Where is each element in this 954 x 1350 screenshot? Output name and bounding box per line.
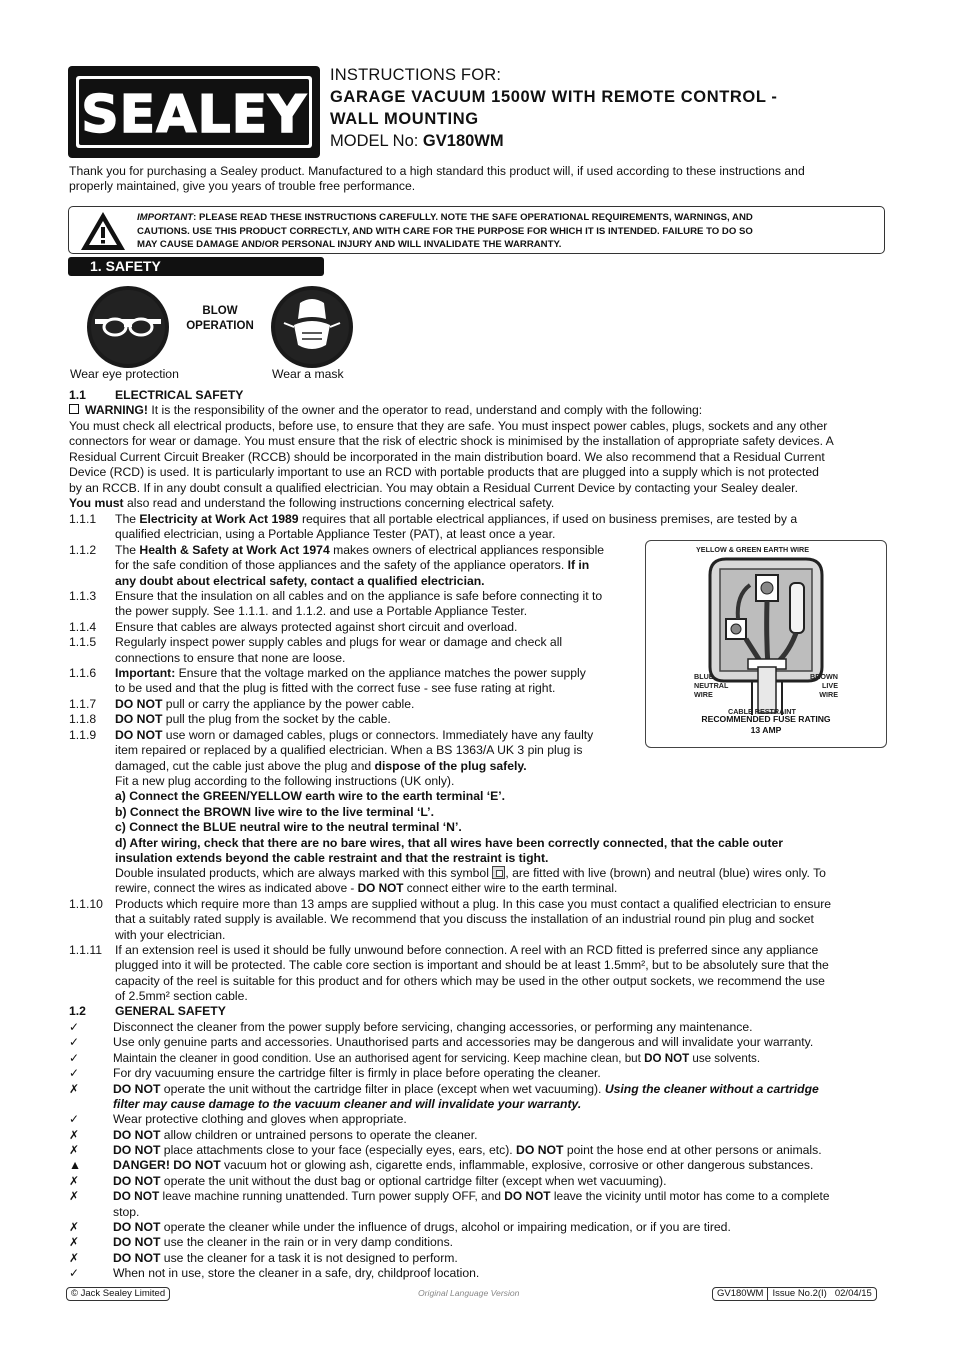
item-text: Important: Ensure that the voltage marked on the appliance matches the power supply bbox=[115, 666, 586, 680]
item-text: Ensure that cables are always protected against short circuit and overload. bbox=[115, 620, 518, 634]
mask-caption: Wear a mask bbox=[272, 367, 344, 381]
safety-item: For dry vacuuming ensure the cartridge filter is firmly in place before operating the cleaner. bbox=[113, 1066, 601, 1080]
footer-copyright: © Jack Sealey Limited bbox=[66, 1287, 170, 1301]
item-text: DO NOT use worn or damaged cables, plugs or connectors. Immediately have any faulty bbox=[115, 728, 594, 742]
item-text: Fit a new plug according to the following instructions (UK only). bbox=[115, 774, 455, 788]
safety-item: Maintain the cleaner in good condition. Use an authorised agent for servicing. Keep machine clean, but DO NOT use solvents. bbox=[113, 1052, 761, 1065]
footer-issue: Issue No.2(I) bbox=[767, 1288, 830, 1300]
safety-item: DO NOT use the cleaner in the rain or in very damp conditions. bbox=[113, 1235, 454, 1249]
check-icon: ✓ bbox=[69, 1266, 80, 1280]
item-text: any doubt about electrical safety, contact a qualified electrician. bbox=[115, 574, 485, 588]
item-number: 1.1.2 bbox=[69, 543, 97, 557]
safety-item: Wear protective clothing and gloves when appropriate. bbox=[113, 1112, 407, 1126]
earth-wire-label: YELLOW & GREEN EARTH WIRE bbox=[696, 545, 810, 554]
svg-text:SEALEY: SEALEY bbox=[81, 85, 307, 145]
item-number: 1.1.5 bbox=[69, 635, 97, 649]
safety-item: Disconnect the cleaner from the power supply before servicing, changing accessories, or performing any maintenance. bbox=[113, 1020, 753, 1034]
cross-icon: ✗ bbox=[69, 1235, 80, 1249]
eye-protection-icon bbox=[86, 285, 170, 369]
item-number: 1.1.7 bbox=[69, 697, 97, 711]
safety-item: filter may cause damage to the vacuum cleaner and will invalidate your warranty. bbox=[113, 1097, 582, 1111]
wiring-step-d: insulation extends beyond the cable restraint and that the restraint is tight. bbox=[115, 851, 549, 865]
item-text: damaged, cut the cable just above the plug and dispose of the plug safely. bbox=[115, 759, 527, 773]
item-text: qualified electrician, using a Portable Appliance Tester (PAT), at least once a year. bbox=[115, 527, 556, 541]
eye-protection-caption: Wear eye protection bbox=[70, 367, 179, 381]
important-notice bbox=[68, 206, 885, 254]
paragraph-line: Device (RCD) is used. It is particularly important to use an RCD with portable products that are plugged into a supply which is not protected bbox=[69, 465, 819, 479]
important-text: IMPORTANT: PLEASE READ THESE INSTRUCTIONS CAREFULLY. NOTE THE SAFE OPERATIONAL REQUIREMENTS, WARNINGS, AND CAUTIONS. USE THIS PRODUCT CORRECTLY, AND WITH CARE FOR THE PURPOSE FOR WHICH IT IS INTENDED. FAILURE TO DO SO MAY CAUSE DAMAGE AND/OR PERSONAL INJURY AND WILL INVALIDATE THE WARRANTY. bbox=[137, 212, 753, 250]
check-icon: ✓ bbox=[69, 1066, 80, 1080]
check-icon: ✓ bbox=[69, 1051, 80, 1065]
warning-triangle-icon bbox=[79, 210, 127, 252]
mask-icon bbox=[270, 285, 354, 369]
check-icon: ✓ bbox=[69, 1035, 80, 1049]
danger-triangle-icon: ▲ bbox=[69, 1158, 82, 1172]
safety-item: Use only genuine parts and accessories. Unauthorised parts and accessories may be dangerous and will invalidate your warranty. bbox=[113, 1035, 814, 1049]
item-text: that a suitably rated supply is available. We recommend that you discuss the installation of an industrial round pin plug and socket bbox=[115, 912, 814, 926]
fuse-rating-label: RECOMMENDED FUSE RATING bbox=[701, 714, 831, 724]
cross-icon: ✗ bbox=[69, 1128, 80, 1142]
item-text: of 2.5mm² section cable. bbox=[115, 989, 248, 1003]
item-text: connections to ensure that none are loose. bbox=[115, 651, 346, 665]
section-heading: GENERAL SAFETY bbox=[115, 1004, 226, 1018]
item-text: plugged into it will be protected. The cable core section is important and should be at least 1.5mm², but to be absolutely sure that the bbox=[115, 958, 829, 972]
item-text: capacity of the reel is suitable for this product and for others which may be used in the other output sockets, we recommend the use bbox=[115, 974, 825, 988]
safety-item: DO NOT operate the unit without the cartridge filter in place (except when wet vacuuming). Using the cleaner without a cartridge bbox=[113, 1082, 819, 1096]
safety-item: DO NOT place attachments close to your face (especially eyes, ears, etc). DO NOT point the hose end at other persons or animals. bbox=[113, 1143, 822, 1157]
cross-icon: ✗ bbox=[69, 1220, 80, 1234]
warning-line: WARNING! It is the responsibility of the owner and the operator to read, understand and comply with the following: bbox=[69, 403, 702, 418]
item-number: 1.1.10 bbox=[69, 897, 103, 911]
instructions-for-label: INSTRUCTIONS FOR: bbox=[330, 66, 502, 84]
item-text: rewire, connect the wires as indicated above - DO NOT connect either wire to the earth terminal. bbox=[115, 881, 618, 895]
item-number: 1.1.11 bbox=[69, 943, 102, 957]
section-number: 1.1 bbox=[69, 388, 86, 402]
item-text: Ensure that the insulation on all cables and on the appliance is safe before connecting it to bbox=[115, 589, 603, 603]
item-text: item repaired or replaced by a qualified electrician. When a BS 1363/A UK 3 pin plug is bbox=[115, 743, 583, 757]
blow-operation-label: BLOW OPERATION bbox=[186, 305, 254, 332]
safety-item: DANGER! DO NOT vacuum hot or glowing ash, cigarette ends, inflammable, explosive, corrosive or other dangerous substances. bbox=[113, 1158, 814, 1172]
item-text: The Health & Safety at Work Act 1974 makes owners of electrical appliances responsible bbox=[115, 543, 605, 557]
wiring-step-d: d) After wiring, check that there are no bare wires, that all wires have been correctly connected, that the cable outer bbox=[115, 836, 784, 850]
model-number: MODEL No: GV180WM bbox=[330, 132, 504, 150]
safety-item: stop. bbox=[113, 1205, 140, 1219]
safety-item: DO NOT use the cleaner for a task it is not designed to perform. bbox=[113, 1251, 458, 1265]
item-number: 1.1.8 bbox=[69, 712, 97, 726]
blue-neutral-label: BLUE NEUTRAL WIRE bbox=[694, 672, 729, 699]
item-text: Double insulated products, which are always marked with this symbol , are fitted with live (brown) and neutral (blue) wires only. To bbox=[115, 866, 826, 880]
footer-doc-info bbox=[712, 1287, 877, 1301]
paragraph-line: by an RCCB. If in any doubt consult a qualified electrician. You may obtain a Residual Current Device by contacting your Sealey dealer. bbox=[69, 481, 798, 495]
cross-icon: ✗ bbox=[69, 1251, 80, 1265]
title-block bbox=[330, 64, 890, 152]
check-icon: ✓ bbox=[69, 1112, 80, 1126]
item-text: The Electricity at Work Act 1989 requires that all portable electrical appliances, if used on business premises, are tested by a bbox=[115, 512, 798, 526]
safety-item: DO NOT operate the cleaner while under the influence of drugs, alcohol or impairing medication, or if you are tired. bbox=[113, 1220, 731, 1234]
paragraph-line: You must also read and understand the following instructions concerning electrical safety. bbox=[69, 496, 555, 510]
check-icon: ✓ bbox=[69, 1020, 80, 1034]
footer-model: GV180WM bbox=[717, 1288, 764, 1299]
footer-version: Original Language Version bbox=[418, 1288, 520, 1298]
section-title-safety: 1. SAFETY bbox=[68, 257, 324, 276]
safety-item: DO NOT operate the unit without the dust bag or optional cartridge filter (except when wet vacuuming). bbox=[113, 1174, 667, 1188]
item-number: 1.1.6 bbox=[69, 666, 97, 680]
section-heading: ELECTRICAL SAFETY bbox=[115, 388, 244, 402]
product-title-line2: WALL MOUNTING bbox=[330, 110, 479, 128]
safety-item: DO NOT allow children or untrained persons to operate the cleaner. bbox=[113, 1128, 478, 1142]
cross-icon: ✗ bbox=[69, 1082, 80, 1096]
wiring-step-a: a) Connect the GREEN/YELLOW earth wire to the earth terminal ‘E’. bbox=[115, 789, 506, 803]
double-insulated-icon bbox=[492, 866, 505, 879]
footer-date: 02/04/15 bbox=[834, 1288, 872, 1299]
item-number: 1.1.4 bbox=[69, 620, 97, 634]
product-title-line1: GARAGE VACUUM 1500W WITH REMOTE CONTROL - bbox=[330, 88, 778, 106]
safety-item: DO NOT leave machine running unattended. Turn power supply OFF, and DO NOT leave the vicinity until motor has come to a complete bbox=[113, 1189, 830, 1203]
intro-text: Thank you for purchasing a Sealey product. Manufactured to a high standard this product will, if used according to these instructions and properly maintained, give you years of trouble free performance. bbox=[69, 164, 805, 194]
paragraph-line: You must check all electrical products, before use, to ensure that they are safe. You must inspect power cables, plugs, sockets and any other bbox=[69, 419, 828, 433]
item-text: If an extension reel is used it should be fully unwound before connection. A reel with an RCD fitted is preferred since any appliance bbox=[115, 943, 819, 957]
item-text: with your electrician. bbox=[115, 928, 226, 942]
item-text: the power supply. See 1.1.1. and 1.1.2. and use a Portable Appliance Tester. bbox=[115, 604, 528, 618]
brown-live-label: BROWN LIVE WIRE bbox=[810, 672, 838, 699]
paragraph-line: connectors for wear or damage. You must ensure that the risk of electric shock is minimised by the installation of appropriate safety devices. A bbox=[69, 434, 834, 448]
item-number: 1.1.3 bbox=[69, 589, 97, 603]
sealey-logo bbox=[68, 66, 320, 158]
item-text: Products which require more than 13 amps are supplied without a plug. In this case you must contact a qualified electrician to ensure bbox=[115, 897, 832, 911]
item-number: 1.1.9 bbox=[69, 728, 97, 742]
cross-icon: ✗ bbox=[69, 1143, 80, 1157]
item-text: Regularly inspect power supply cables and plugs for wear or damage and check all bbox=[115, 635, 563, 649]
item-text: DO NOT pull the plug from the socket by the cable. bbox=[115, 712, 391, 726]
item-text: DO NOT pull or carry the appliance by the power cable. bbox=[115, 697, 415, 711]
section-number: 1.2 bbox=[69, 1004, 86, 1018]
paragraph-line: Residual Current Circuit Breaker (RCCB) should be incorporated in the main distribution board. We also recommend that a Residual Current bbox=[69, 450, 825, 464]
plug-wiring-diagram bbox=[645, 540, 887, 748]
wiring-step-c: c) Connect the BLUE neutral wire to the neutral terminal ‘N’. bbox=[115, 820, 462, 834]
safety-item: When not in use, store the cleaner in a safe, dry, childproof location. bbox=[113, 1266, 480, 1280]
cable-restraint-label: CABLE RESTRAINT bbox=[728, 707, 796, 716]
item-text: for the safe condition of those appliances and the safety of the appliance operators. If in bbox=[115, 558, 590, 572]
cross-icon: ✗ bbox=[69, 1189, 80, 1203]
wiring-step-b: b) Connect the BROWN live wire to the live terminal ‘L’. bbox=[115, 805, 434, 819]
fuse-rating-value: 13 AMP bbox=[750, 725, 782, 735]
cross-icon: ✗ bbox=[69, 1174, 80, 1188]
item-text: to be used and that the plug is fitted with the correct fuse - see fuse rating at right. bbox=[115, 681, 556, 695]
item-number: 1.1.1 bbox=[69, 512, 97, 526]
